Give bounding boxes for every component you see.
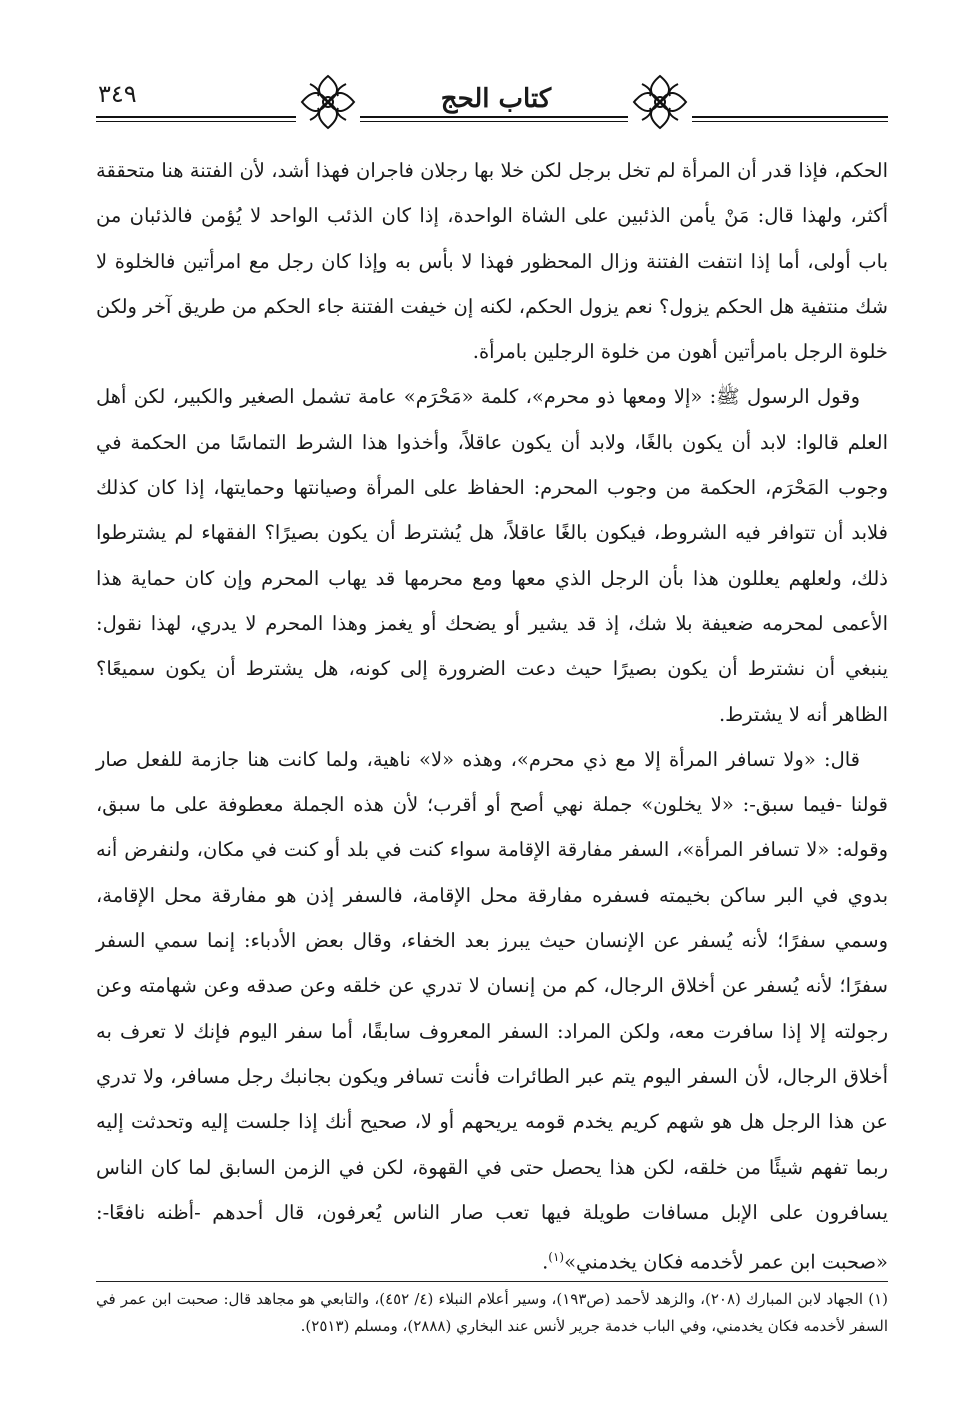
paragraph: قال: «ولا تسافر المرأة إلا مع ذي محرم»، وهذه «لا» ناهية، ولما كانت هنا جازمة للفعل صار قولنا -فيما سبق-: «لا يخلون» جملة نهي أصح أو أقرب؛ لأن هذه الجملة معطوفة على ما سبق، وقوله: «لا تسافر المرأة»، السفر مفارقة الإقامة سواء كنت في بلد أو كنت في مكان، ولنفرض أنه بدوي في البر ساكن بخيمته فسفره مفارقة محل الإقامة، فالسفر إذن هو مفارقة محل الإقامة، وسمي سفرًا؛ لأنه يُسفر عن الإنسان حيث يبرز بعد الخفاء، وقال بعض الأدباء: إنما سمي السفر سفرًا؛ لأنه يُسفر عن أخلاق الرجال، كم من إنسان لا تدري عن خلقه وعن صدقه وعن شهامته وعن رجولته إلا إذا سافرت معه، ولكن المراد: السفر المعروف سابقًا، أما سفر اليوم فإنك لا تعرف به أخلاق الرجال، لأن السفر اليوم يتم عبر الطائرات فأنت تسافر ويكون بجانبك رجل مسافر، ولا تدري عن هذا الرجل هل هو شهم كريم يخدم قومه يريحهم أو لا، صحيح أنك إذا جلست إليه وتحدثت إليه ربما تفهم شيئًا من خلقه، لكن هذا يحصل حتى في القهوة، لكن في الزمن السابق لما كان الناس يسافرون على الإبل مسافات طويلة فيها تعب صار الناس يُعرفون، قال أحدهم -أظنه نافعًا-: «صحبت ابن عمر لأخدمه فكان يخدمني»$^{(١)}$. bbox=[96, 747, 888, 1274]
footnote-marker[interactable]: (١) bbox=[548, 1250, 565, 1265]
paragraph: الحكم، فإذا قدر أن المرأة لم تخل برجل لكن خلا بها رجلان فاجران فهذا أشد، لأن الفتنة هنا متحققة أكثر، ولهذا قال: مَنْ يأمن الذئبين على الشاة الواحدة، إذا كان الذئب الواحد لا يُؤمن فالذئبان من باب أولى، أما إذا انتفت الفتنة وزال المحظور فهذا لا بأس به وإذا كان رجل مع امرأتين فالخلوة لا شك منتفية هل الحكم يزول؟ نعم يزول الحكم، لكنه إن خيفت الفتنة جاء الحكم من طريق آخر ولكن خلوة الرجل بامرأتين أهون من خلوة الرجلين بامرأة. bbox=[96, 159, 888, 364]
header-rule bbox=[96, 116, 888, 118]
chapter-title: كتاب الحج bbox=[376, 84, 616, 114]
arabesque-ornament-icon bbox=[628, 70, 692, 134]
header-rule-thin bbox=[96, 121, 888, 122]
footnote-separator bbox=[96, 1281, 888, 1282]
arabesque-ornament-icon bbox=[296, 70, 360, 134]
footnotes bbox=[96, 1286, 888, 1340]
main-text bbox=[96, 148, 888, 1285]
page-header bbox=[96, 70, 888, 140]
paragraph: وقول الرسول ﷺ: «إلا ومعها ذو محرم»، كلمة «مَحْرَم» عامة تشمل الصغير والكبير، لكن أهل العلم قالوا: لابد أن يكون بالغًا، ولابد أن يكون عاقلاً، وأخذوا هذا الشرط التماسًا من الحكمة في وجوب المَحْرَم، الحكمة من وجوب المحرم: الحفاظ على المرأة وصيانتها وحمايتها، إذا كان كذلك فلابد أن تتوافر فيه الشروط، فيكون بالغًا عاقلاً، هل يُشترط أن يكون بصيرًا؟ الفقهاء لم يشترطوا ذلك، ولعلهم يعللون هذا بأن الرجل الذي معها ومع محرمها قد يهاب المحرم وإن كان حماية هذا الأعمى لمحرمه ضعيفة بلا شك، إذ قد يشير أو يضحك أو يغمز وهذا المحرم لا يدري، لهذا نقول: ينبغي أن نشترط أن يكون بصيرًا حيث دعت الضرورة إلى كونه، هل يشترط أن يكون سميعًا؟ الظاهر أنه لا يشترط. bbox=[96, 385, 888, 726]
paragraph-text: قال: «ولا تسافر المرأة إلا مع ذي محرم»، وهذه «لا» ناهية، ولما كانت هنا جازمة للفعل صار قولنا -فيما سبق-: «لا يخلون» جملة نهي أصح أو أقرب؛ لأن هذه الجملة معطوفة على ما سبق، وقوله: «لا تسافر المرأة»، السفر مفارقة الإقامة سواء كنت في بلد أو كنت في مكان، ولنفرض أنه بدوي في البر ساكن بخيمته فسفره مفارقة محل الإقامة، فالسفر إذن هو مفارقة محل الإقامة، وسمي سفرًا؛ لأنه يُسفر عن الإنسان حيث يبرز بعد الخفاء، وقال بعض الأدباء: إنما سمي السفر سفرًا؛ لأنه يُسفر عن أخلاق الرجال، كم من إنسان لا تدري عن خلقه وعن صدقه وعن شهامته وعن رجولته إلا إذا سافرت معه، ولكن المراد: السفر المعروف سابقًا، أما سفر اليوم فإنك لا تعرف به أخلاق الرجال، لأن السفر اليوم يتم عبر الطائرات فأنت تسافر ويكون بجانبك رجل مسافر، ولا تدري عن هذا الرجل هل هو شهم كريم يخدم قومه يريحهم أو لا، صحيح أنك إذا جلست إليه وتحدثت إليه ربما تفهم شيئًا من خلقه، لكن هذا يحصل حتى في القهوة، لكن في الزمن السابق لما كان الناس يسافرون على الإبل مسافات طويلة فيها تعب صار الناس يُعرفون، قال أحدهم -أظنه نافعًا-: «صحبت ابن عمر لأخدمه فكان يخدمني» bbox=[96, 747, 888, 1274]
page-number: ٣٤٩ bbox=[98, 80, 137, 108]
footnote: (١) الجهاد لابن المبارك (٢٠٨)، والزهد لأحمد (ص١٩٣)، وسير أعلام النبلاء (٤/ ٤٥٢)، والتابعي هو مجاهد قال: صحبت ابن عمر في السفر لأخدمه فكان يخدمني، وفي الباب خدمة جرير لأنس عند البخاري (٢٨٨٨)، ومسلم (٢٥١٣). bbox=[96, 1290, 888, 1335]
